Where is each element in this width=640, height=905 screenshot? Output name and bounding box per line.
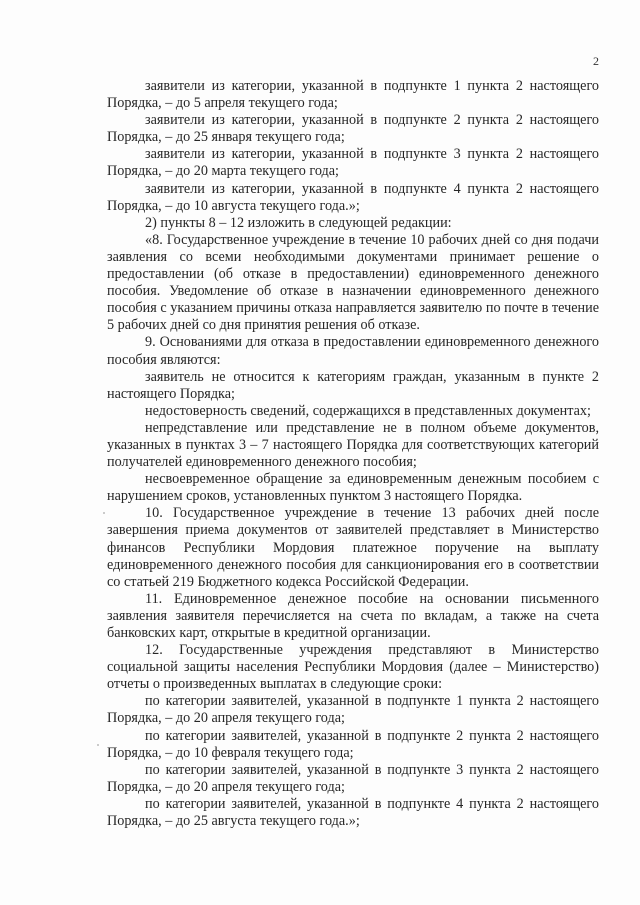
paragraph: по категории заявителей, указанной в подпункте 4 пункта 2 настоящего Порядка, – до 25 августа текущего года.»; xyxy=(107,795,599,830)
paragraph: заявители из категории, указанной в подпункте 1 пункта 2 настоящего Порядка, – до 5 апреля текущего года; xyxy=(107,78,599,112)
paragraph: 2) пункты 8 – 12 изложить в следующей редакции: xyxy=(145,214,452,231)
paragraph: недостоверность сведений, содержащихся в представленных документах; xyxy=(145,402,591,419)
paragraph: заявители из категории, указанной в подпункте 4 пункта 2 настоящего Порядка, – до 10 августа текущего года.»; xyxy=(107,180,599,214)
paragraph: по категории заявителей, указанной в подпункте 1 пункта 2 настоящего Порядка, – до 20 апреля текущего года; xyxy=(107,693,599,727)
paragraph: «8. Государственное учреждение в течение 10 рабочих дней со дня подачи заявления со всеми необходимыми документами принимает решение о предоставлении (об отказе в предоставлении) единовременного денежного пособия. Уведомление об отказе в назначении единовременного денежного пособия с указанием причины отказа направляется заявителю по почте в течение 5 рабочих дней со дня принятия решения об отказе. xyxy=(107,231,599,334)
paragraph: 11. Единовременное денежное пособие на основании письменного заявления заявителя перечисляется на счета по вкладам, а также на счета банковских карт, открытые в кредитной организации. xyxy=(107,590,599,641)
paragraph: заявители из категории, указанной в подпункте 2 пункта 2 настоящего Порядка, – до 25 января текущего года; xyxy=(107,112,599,146)
paragraph: несвоевременное обращение за единовременным денежным пособием с нарушением сроков, установленных пунктом 3 настоящего Порядка. xyxy=(107,471,599,505)
paragraph: заявители из категории, указанной в подпункте 3 пункта 2 настоящего Порядка, – до 20 марта текущего года; xyxy=(107,146,599,180)
paragraph: 12. Государственные учреждения представляют в Министерство социальной защиты населения Республики Мордовия (далее – Министерство) отчеты о произведенных выплатах в следующие сроки: xyxy=(107,642,599,693)
paragraph: непредставление или представление не в полном объеме документов, указанных в пунктах 3 – 7 настоящего Порядка для соответствующих категорий получателей единовременного денежного пособия; xyxy=(107,419,599,471)
paragraph: 9. Основаниями для отказа в предоставлении единовременного денежного пособия являются: xyxy=(107,334,599,368)
paragraph: по категории заявителей, указанной в подпункте 3 пункта 2 настоящего Порядка, – до 20 апреля текущего года; xyxy=(107,761,599,795)
paragraph: заявитель не относится к категориям граждан, указанным в пункте 2 настоящего Порядка; xyxy=(107,368,599,402)
scan-speck xyxy=(97,744,99,746)
document-body xyxy=(107,78,599,830)
page-number: 2 xyxy=(593,54,599,68)
scan-speck xyxy=(103,512,105,514)
paragraph: по категории заявителей, указанной в подпункте 2 пункта 2 настоящего Порядка, – до 10 февраля текущего года; xyxy=(107,727,599,761)
paragraph: 10. Государственное учреждение в течение 13 рабочих дней после завершения приема документов от заявителей представляет в Министерство финансов Республики Мордовия платежное поручение на выплату единовременного денежного пособия для санкционирования его в соответствии со статьей 219 Бюджетного кодекса Российской Федерации. xyxy=(107,505,599,590)
